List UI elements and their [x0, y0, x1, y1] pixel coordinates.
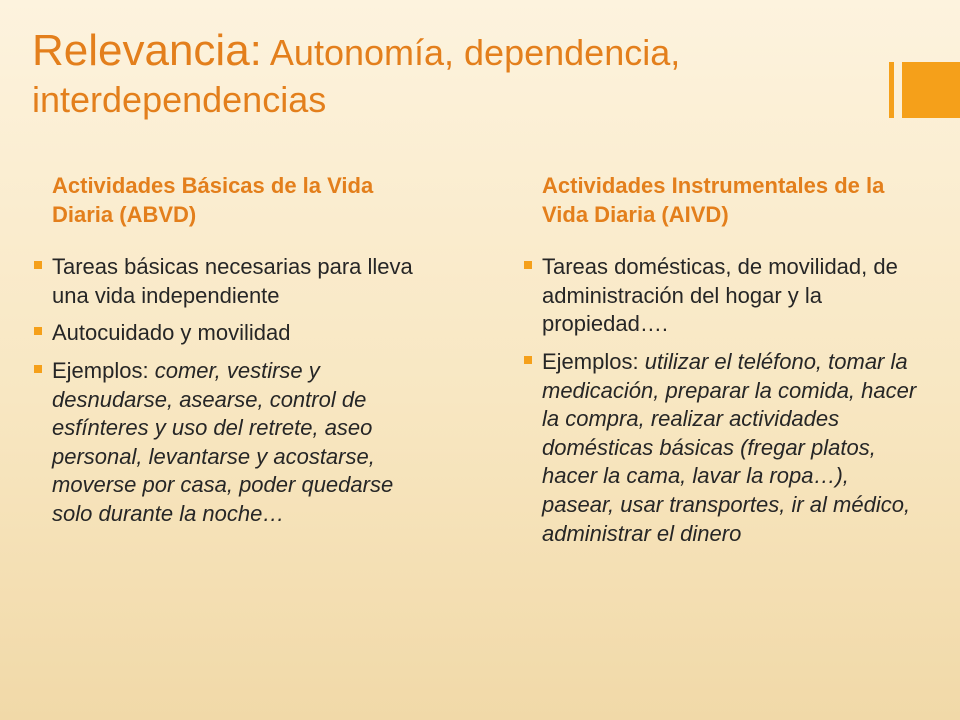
item-examples: comer, vestirse y desnudarse, asearse, control de esfínteres y uso del retrete, aseo personal, levantarse y acostarse, moverse por casa, poder quedarse solo durante la noche…: [52, 357, 394, 526]
square-bullet-icon: [34, 261, 42, 269]
column-abvd: [32, 172, 417, 538]
list-item: [32, 319, 417, 348]
list-item: [522, 348, 917, 548]
aivd-heading: Actividades Instrumentales de la Vida Diaria (AIVD): [542, 173, 885, 227]
decor-thin-bar: [889, 62, 894, 118]
column-aivd: [522, 172, 917, 557]
title-rest: Autonomía, dependencia, interdependencias: [32, 32, 681, 120]
decor-thick-bar: [902, 62, 960, 118]
abvd-heading: Actividades Básicas de la Vida Diaria (ABVD): [52, 173, 374, 227]
aivd-list: [522, 253, 917, 548]
square-bullet-icon: [34, 365, 42, 373]
item-text: Autocuidado y movilidad: [52, 320, 291, 346]
item-text: Tareas domésticas, de movilidad, de administración del hogar y la propiedad….: [542, 254, 898, 337]
item-text: Tareas básicas necesarias para lleva una vida independiente: [52, 254, 413, 308]
list-item: [522, 253, 917, 339]
square-bullet-icon: [524, 356, 532, 364]
square-bullet-icon: [34, 327, 42, 335]
square-bullet-icon: [524, 261, 532, 269]
abvd-list: [32, 253, 417, 528]
slide-title: [32, 24, 852, 122]
item-text: Ejemplos:: [542, 348, 645, 374]
list-item: [32, 357, 417, 529]
title-main: Relevancia:: [32, 26, 262, 75]
list-item: [32, 253, 417, 310]
item-examples: utilizar el teléfono, tomar la medicación, preparar la comida, hacer la compra, realizar actividades domésticas básicas (fregar platos, hacer la cama, lavar la ropa…), pasear, usar transportes, ir al médico, administrar el dinero: [542, 348, 917, 546]
item-text: Ejemplos:: [52, 357, 155, 383]
